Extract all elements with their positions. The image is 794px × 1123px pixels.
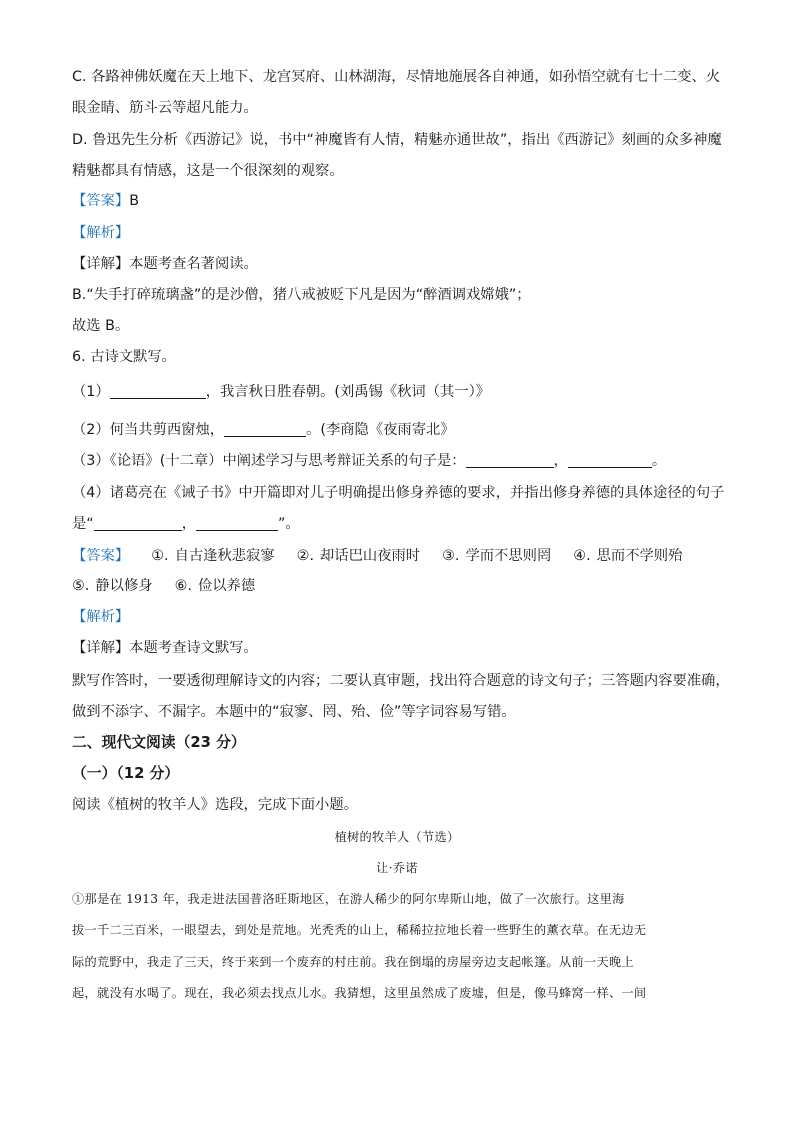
q6-sentence-4 bbox=[72, 514, 300, 534]
q6-s4-prefix: 是“ bbox=[72, 516, 94, 532]
q6-answer-item bbox=[151, 546, 274, 566]
q6-explain-line2: 做到不添字、不漏字。本题中的“寂寥、罔、殆、俭”等字词容易写错。 bbox=[72, 704, 516, 720]
q5-explain-line: B.“失手打碎琉璃盏”的是沙僧，猪八戒被贬下凡是因为“醉酒调戏嫦娥”； bbox=[72, 287, 531, 303]
q6-answer-text: 却话巴山夜雨时 bbox=[320, 548, 421, 564]
q6-answer-text: 俭以养德 bbox=[197, 578, 256, 594]
q6-answer-item bbox=[297, 546, 420, 566]
reading-instruction: 阅读《植树的牧羊人》选段，完成下面小题。 bbox=[72, 797, 358, 813]
q6-answers-row2 bbox=[72, 576, 277, 596]
q6-s3-suffix: 。 bbox=[651, 453, 667, 469]
passage-line: 拔一千二三百米，一眼望去，到处是荒地。光秃秃的山上，稀稀拉拉地长着一些野生的薰衣草。在无边无 bbox=[72, 923, 647, 937]
q6-blank-1 bbox=[110, 383, 206, 399]
section-heading: 二、现代文阅读（23 分） bbox=[72, 734, 246, 751]
q5-option-c-line1: C. 各路神佛妖魔在天上地下、龙宫冥府、山林湖海，尽情地施展各自神通，如孙悟空就有七十二变、火 bbox=[72, 69, 721, 85]
q6-s4-line1: （4）诸葛亮在《诫子书》中开篇即对儿子明确提出修身养德的要求，并指出修身养德的具体途径的句子 bbox=[72, 485, 725, 501]
q6-blank-6 bbox=[196, 515, 278, 531]
q6-answer-text: 自古逢秋悲寂寥 bbox=[174, 548, 275, 564]
q6-detail-line: 【详解】本题考查诗文默写。 bbox=[72, 640, 258, 656]
q6-s2-prefix: （2）何当共剪西窗烛， bbox=[72, 422, 225, 438]
q6-blank-4 bbox=[568, 452, 652, 468]
q5-answer-value: B bbox=[129, 193, 139, 209]
passage-line: ①那是在 1913 年，我走进法国普洛旺斯地区，在游人稀少的阿尔卑斯山地，做了一次旅行。这里海 bbox=[72, 892, 625, 906]
q5-option-d-line1: D. 鲁迅先生分析《西游记》说，书中“神魔皆有人情，精魅亦通世故”，指出《西游记》刻画的众多神魔 bbox=[72, 132, 722, 148]
q6-title: 6. 古诗文默写。 bbox=[72, 349, 176, 365]
q5-conclusion: 故选 B。 bbox=[72, 318, 130, 334]
q6-answer-num: ①. bbox=[151, 548, 169, 564]
q6-answer-num: ②. bbox=[296, 548, 315, 564]
q5-option-d-line2: 精魅都具有情感，这是一个很深刻的观察。 bbox=[72, 163, 344, 179]
q6-answer-num: ③. bbox=[442, 548, 460, 564]
q6-answer-item bbox=[175, 576, 256, 596]
q6-s1-prefix: （1） bbox=[72, 384, 110, 400]
q6-answer-text: 静以修身 bbox=[95, 578, 153, 594]
q6-answer-item bbox=[72, 576, 153, 596]
q6-answer-text: 思而不学则殆 bbox=[596, 548, 683, 564]
q6-answer-tag: 【答案】 bbox=[72, 548, 130, 564]
passage-author: 让·乔诺 bbox=[376, 861, 418, 875]
q5-option-c-line2: 眼金睛、筋斗云等超凡能力。 bbox=[72, 100, 258, 116]
q6-s1-suffix: ，我言秋日胜春朝。(刘禹锡《秋词（其一）》 bbox=[205, 384, 491, 400]
q6-s4-mid: ， bbox=[181, 516, 197, 532]
q6-blank-3 bbox=[466, 452, 554, 468]
q6-answer-num: ④. bbox=[573, 548, 591, 564]
q6-answer-item bbox=[442, 546, 551, 566]
section-sub-heading: （一）（12 分） bbox=[72, 765, 180, 782]
q6-answers-row1 bbox=[72, 546, 682, 566]
passage-title: 植树的牧羊人（节选） bbox=[334, 830, 460, 844]
q6-answer-item bbox=[573, 546, 682, 566]
q6-sentence-1 bbox=[72, 382, 490, 402]
q6-sentence-2 bbox=[72, 420, 455, 440]
q6-blank-2 bbox=[224, 421, 306, 437]
q6-s3-prefix: （3）《论语》(十二章）中阐述学习与思考辩证关系的句子是： bbox=[72, 453, 466, 469]
q6-answer-num: ⑤. bbox=[72, 578, 90, 594]
q6-answer-text: 学而不思则罔 bbox=[465, 548, 552, 564]
q6-s3-mid: ， bbox=[553, 453, 568, 469]
passage-line: 起，就没有水喝了。现在，我必须去找点儿水。我猜想，这里虽然成了废墟，但是，像马蜂窝一样、一间 bbox=[72, 986, 647, 1000]
q6-answer-num: ⑥. bbox=[174, 578, 192, 594]
q5-answer-tag: 【答案】 bbox=[72, 193, 130, 209]
q5-analysis-tag: 【解析】 bbox=[72, 225, 130, 241]
passage-line: 际的荒野中，我走了三天，终于来到一个废弃的村庄前。我在倒塌的房屋旁边支起帐篷。从前一天晚上 bbox=[72, 955, 634, 969]
q6-sentence-3 bbox=[72, 451, 666, 471]
q5-answer bbox=[72, 191, 139, 211]
q6-blank-5 bbox=[94, 515, 182, 531]
q6-s2-suffix: 。(李商隐《夜雨寄北》 bbox=[306, 422, 455, 438]
q5-detail-line: 【详解】本题考查名著阅读。 bbox=[72, 256, 258, 272]
q6-analysis-tag: 【解析】 bbox=[72, 609, 130, 625]
q6-explain-line1: 默写作答时，一要透彻理解诗文的内容；二要认真审题，找出符合题意的诗文句子；三答题内容要准确， bbox=[72, 673, 730, 689]
q6-s4-suffix: ”。 bbox=[278, 516, 300, 532]
